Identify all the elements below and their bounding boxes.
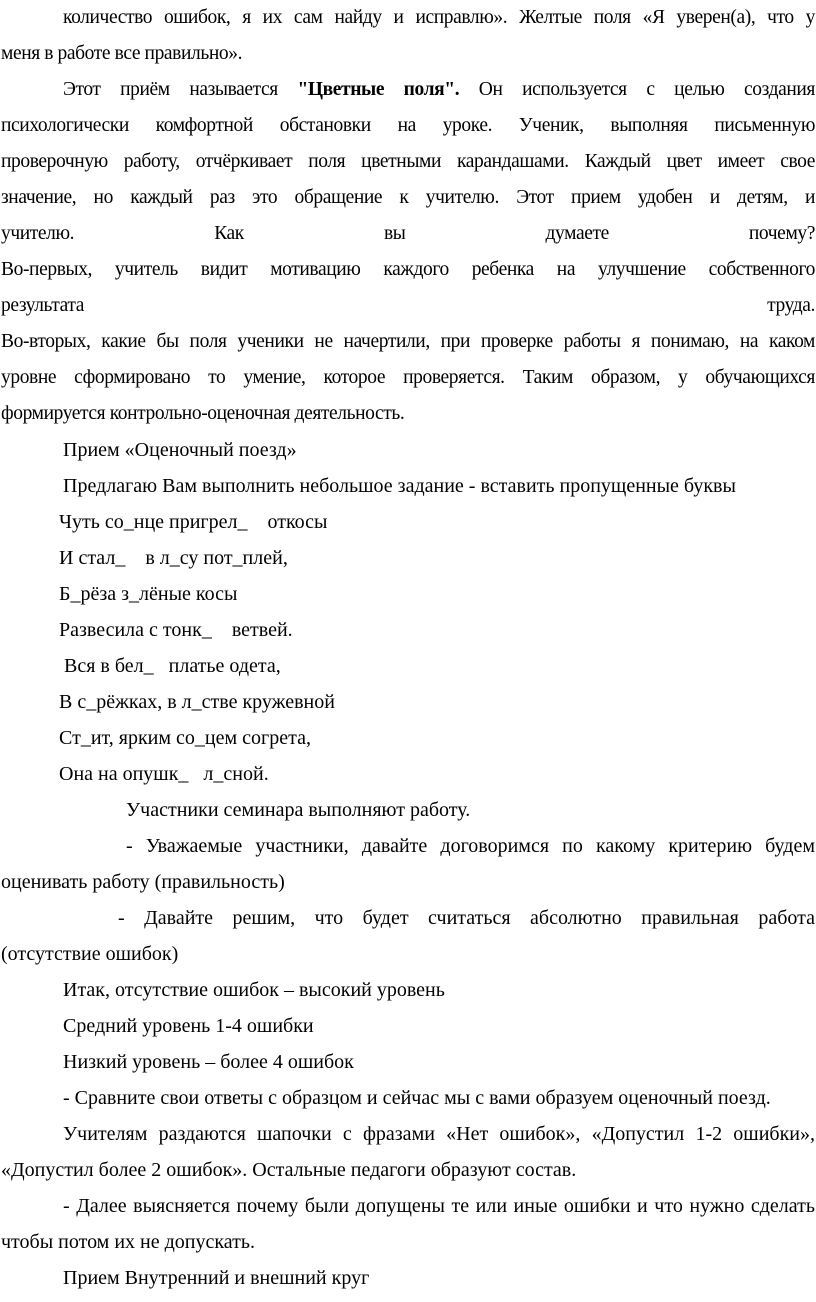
text-line: - Давайте решим, что будет считаться абсолютно правильная работа bbox=[118, 907, 815, 929]
term-colored-fields: "Цветные поля". bbox=[297, 79, 460, 100]
text-line: (отсутствие ошибок) bbox=[1, 943, 179, 965]
text-line: проверочную работу, отчёркивает поля цветными карандашами. Каждый цвет имеет свое bbox=[1, 151, 815, 172]
poem-line: Ст_ит, ярким со_цем согрета, bbox=[59, 727, 311, 749]
text-line: значение, но каждый раз это обращение к учителю. Этот прием удобен и детям, и bbox=[1, 187, 815, 208]
text-span: Этот приём называется bbox=[63, 79, 298, 100]
text-line: количество ошибок, я их сам найду и исправлю». Желтые поля «Я уверен(а), что у bbox=[63, 7, 815, 28]
text-line bbox=[1, 72, 815, 108]
poem-line: Б_рёза з_лёные косы bbox=[59, 583, 238, 605]
text-line: - Сравните свои ответы с образцом и сейчас мы с вами образуем оценочный поезд. bbox=[63, 1087, 771, 1109]
text-span: Он используется с целью создания bbox=[459, 79, 815, 100]
text-line: Во-первых, учитель видит мотивацию каждого ребенка на улучшение собственного bbox=[1, 259, 815, 280]
text-line: Во-вторых, какие бы поля ученики не начертили, при проверке работы я понимаю, на каком bbox=[1, 331, 815, 352]
poem-line: Развесила с тонк_ ветвей. bbox=[59, 619, 293, 641]
poem-line: В с_рёжках, в л_стве кружевной bbox=[59, 691, 335, 713]
section-heading: Прием Внутренний и внешний круг bbox=[63, 1267, 370, 1289]
poem-line: Она на опушк_ л_сной. bbox=[59, 763, 269, 785]
text-line: чтобы потом их не допускать. bbox=[1, 1231, 256, 1253]
document-page bbox=[1, 0, 815, 1296]
text-line: - Далее выясняется почему были допущены те или иные ошибки и что нужно сделать bbox=[63, 1195, 815, 1217]
text-line: - Уважаемые участники, давайте договоримся по какому критерию будем bbox=[126, 835, 815, 857]
text-line: Низкий уровень – более 4 ошибок bbox=[63, 1051, 354, 1073]
text-line: Итак, отсутствие ошибок – высокий уровень bbox=[63, 979, 445, 1001]
poem-line: И стал_ в л_су пот_плей, bbox=[59, 547, 288, 569]
section-heading: Прием «Оценочный поезд» bbox=[63, 439, 297, 461]
text-line: формируется контрольно-оценочная деятельность. bbox=[1, 403, 405, 424]
text-line: «Допустил более 2 ошибок». Остальные педагоги образуют состав. bbox=[1, 1159, 577, 1181]
text-line: Учителям раздаются шапочки с фразами «Нет ошибок», «Допустил 1-2 ошибки», bbox=[63, 1123, 815, 1145]
text-line: оценивать работу (правильность) bbox=[1, 871, 285, 893]
text-line: результата труда. bbox=[1, 295, 815, 316]
text-line: меня в работе все правильно». bbox=[1, 43, 243, 64]
poem-line: Чуть со_нце пригрел_ откосы bbox=[59, 511, 328, 533]
text-line: психологически комфортной обстановки на уроке. Ученик, выполняя письменную bbox=[1, 115, 815, 136]
text-line: уровне сформировано то умение, которое проверяется. Таким образом, у обучающихся bbox=[1, 367, 815, 388]
text-line: Средний уровень 1-4 ошибки bbox=[63, 1015, 314, 1037]
poem-line: Вся в бел_ платье одета, bbox=[59, 655, 281, 677]
text-line: Участники семинара выполняют работу. bbox=[126, 799, 471, 821]
text-line: учителю. Как вы думаете почему? bbox=[1, 223, 815, 244]
text-line: Предлагаю Вам выполнить небольшое задание - вставить пропущенные буквы bbox=[63, 475, 736, 497]
